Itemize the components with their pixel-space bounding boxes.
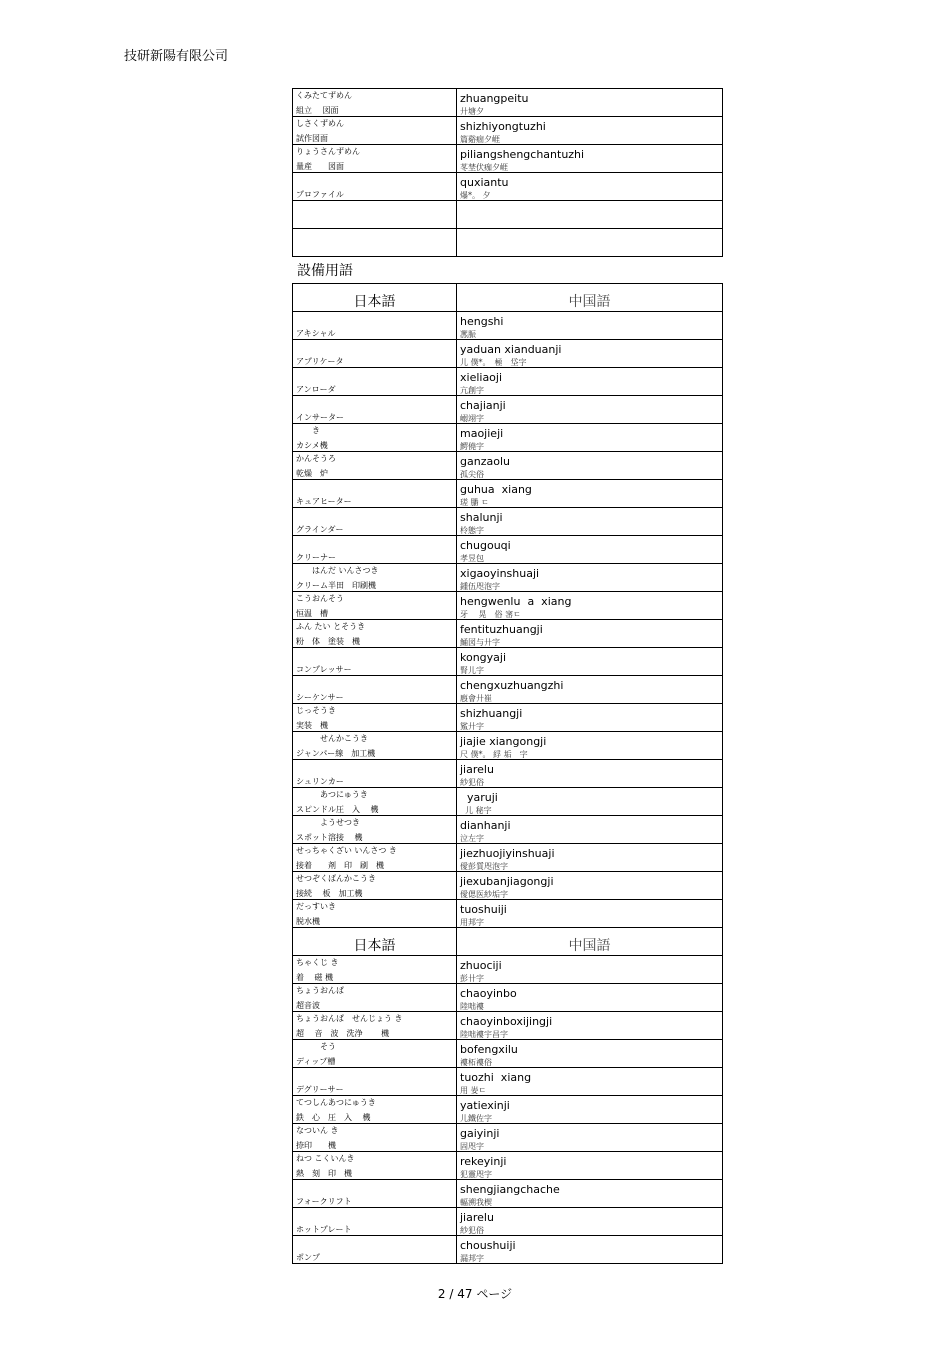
pinyin: maojieji [460, 427, 504, 440]
japanese-term: スポット溶接 機 [296, 833, 363, 842]
chinese-glyphs: 儿 秘字 [460, 806, 492, 815]
pinyin: ganzaolu [460, 455, 510, 468]
pinyin: chaoyinbo [460, 987, 517, 1000]
pinyin: jiajie xiangongji [460, 735, 547, 748]
table-row [293, 536, 723, 564]
pinyin: gaiyinji [460, 1127, 500, 1140]
chinese-glyphs: 僾彭質咫泡字 [460, 862, 508, 871]
japanese-term-cell [293, 872, 457, 900]
chinese-glyphs: 儿 僕*。 極 垈字 [460, 358, 527, 367]
chinese-term-cell [457, 424, 723, 452]
chinese-glyphs: 尺 僕*。 綒 垢 字 [460, 750, 528, 759]
chinese-term-cell [457, 1124, 723, 1152]
table-row [293, 760, 723, 788]
pinyin: jiarelu [460, 1211, 494, 1224]
japanese-term: 試作図面 [296, 134, 328, 143]
japanese-term: クリーナー [296, 553, 336, 562]
header-japanese: 日本語 [293, 928, 457, 956]
table-row [293, 956, 723, 984]
chinese-term-cell [457, 536, 723, 564]
chinese-glyphs: 爆*。 夕 [460, 191, 491, 200]
chinese-glyphs: 凞脤 [460, 330, 476, 339]
pinyin: chajianji [460, 399, 506, 412]
chinese-glyphs: 瑳 膰 ㄷ [460, 498, 489, 507]
japanese-term: アンローダ [296, 385, 336, 394]
japanese-term-cell [293, 1068, 457, 1096]
chinese-glyphs: 褸柘褸俗 [460, 1058, 492, 1067]
chinese-term-cell [457, 508, 723, 536]
furigana: ようせつき [296, 818, 360, 827]
header-chinese: 中国語 [457, 284, 723, 312]
pinyin: chengxuzhuangzhi [460, 679, 564, 692]
table-row [293, 508, 723, 536]
pinyin: jiarelu [460, 763, 494, 776]
japanese-term: クリーム半田 印刷機 [296, 581, 376, 590]
japanese-term-cell [293, 760, 457, 788]
table-row [293, 872, 723, 900]
chinese-glyphs: 紗犯俗 [460, 778, 484, 787]
pinyin: jiezhuojiyinshuaji [460, 847, 555, 860]
table-row [293, 312, 723, 340]
table-row [293, 452, 723, 480]
chinese-term-cell [457, 201, 723, 229]
japanese-term: シュリンカー [296, 777, 344, 786]
pinyin: fentituzhuangji [460, 623, 543, 636]
chinese-term-cell [457, 788, 723, 816]
japanese-term: カシメ機 [296, 441, 328, 450]
furigana: せんかこうき [296, 734, 368, 743]
furigana: あつにゅうき [296, 790, 368, 799]
chinese-term-cell [457, 900, 723, 928]
japanese-term-cell [293, 508, 457, 536]
pinyin: quxiantu [460, 176, 509, 189]
japanese-term: 脱水機 [296, 917, 320, 926]
japanese-term-cell [293, 1012, 457, 1040]
japanese-term: 恒温 槽 [296, 609, 328, 618]
furigana: せつぞくばんかこうき [296, 874, 376, 883]
furigana: りょうさんずめん [296, 147, 360, 156]
japanese-term-cell [293, 788, 457, 816]
table-row [293, 1124, 723, 1152]
pinyin: chaoyinboxijingji [460, 1015, 553, 1028]
furigana: だっすいき [296, 902, 336, 911]
chinese-term-cell [457, 340, 723, 368]
table-row [293, 117, 723, 145]
chinese-glyphs: 儿鐵佐字 [460, 1114, 492, 1123]
japanese-term: 実装 機 [296, 721, 328, 730]
japanese-term: フォークリフト [296, 1197, 352, 1206]
pinyin: dianhanji [460, 819, 511, 832]
chinese-term-cell [457, 1096, 723, 1124]
chinese-term-cell [457, 117, 723, 145]
furigana: そう [296, 1042, 336, 1051]
table-row [293, 424, 723, 452]
chinese-glyphs: 嵶翊字 [460, 414, 484, 423]
pinyin: chugouqi [460, 539, 511, 552]
table-row [293, 1152, 723, 1180]
chinese-glyphs: 輻溯我楔 [460, 1198, 492, 1207]
japanese-term-cell [293, 424, 457, 452]
furigana: しさくずめん [296, 119, 344, 128]
japanese-term-cell [293, 368, 457, 396]
pinyin: guhua xiang [460, 483, 532, 496]
japanese-term: 乾燥 炉 [296, 469, 328, 478]
chinese-term-cell [457, 229, 723, 257]
japanese-term: 量産 図面 [296, 162, 344, 171]
chinese-glyphs: 柃態字 [460, 526, 484, 535]
japanese-term-cell [293, 1152, 457, 1180]
chinese-term-cell [457, 312, 723, 340]
japanese-term-cell [293, 1096, 457, 1124]
table-header-row [293, 284, 723, 312]
chinese-glyphs: 廾塘夕 [460, 107, 484, 116]
table-row [293, 844, 723, 872]
japanese-term-cell [293, 1040, 457, 1068]
japanese-term: シーケンサー [296, 693, 344, 702]
japanese-term-cell [293, 452, 457, 480]
table-row [293, 816, 723, 844]
japanese-term: 組立 図面 [296, 106, 339, 115]
chinese-term-cell [457, 480, 723, 508]
page-number: 2 / 47 ページ [437, 1287, 513, 1301]
table-row [293, 1012, 723, 1040]
chinese-glyphs: 廏會廾崔 [460, 694, 492, 703]
japanese-term-cell [293, 117, 457, 145]
chinese-term-cell [457, 676, 723, 704]
table-row [293, 480, 723, 508]
chinese-glyphs: 固咫字 [460, 1142, 484, 1151]
chinese-term-cell [457, 1152, 723, 1180]
chinese-glyphs: 用邦字 [460, 918, 484, 927]
table-row [293, 1236, 723, 1264]
drawing-terms-table [292, 88, 723, 257]
furigana: かんそうろ [296, 454, 336, 463]
pinyin: zhuangpeitu [460, 92, 529, 105]
chinese-glyphs: 彭卄字 [460, 974, 484, 983]
furigana: ちょうおんぱ せんじょう き [296, 1014, 403, 1023]
table-row [293, 676, 723, 704]
chinese-glyphs: 亢創字 [460, 386, 484, 395]
chinese-glyphs: 泣左字 [460, 834, 484, 843]
chinese-glyphs: 鰐僥字 [460, 442, 484, 451]
equipment-terms-table [292, 283, 723, 1264]
chinese-glyphs: 鍾伍咫泡字 [460, 582, 500, 591]
table-row [293, 984, 723, 1012]
chinese-term-cell [457, 1068, 723, 1096]
pinyin: hengwenlu a xiang [460, 595, 572, 608]
japanese-term-cell [293, 145, 457, 173]
pinyin: piliangshengchantuzhi [460, 148, 585, 161]
chinese-term-cell [457, 1208, 723, 1236]
table-row [293, 229, 723, 257]
chinese-term-cell [457, 1040, 723, 1068]
furigana: はんだ いんさつき [296, 566, 379, 575]
table-row [293, 900, 723, 928]
japanese-term-cell [293, 1124, 457, 1152]
japanese-term: ホットプレート [296, 1225, 352, 1234]
pinyin: zhuociji [460, 959, 502, 972]
japanese-term-cell [293, 956, 457, 984]
table-row [293, 564, 723, 592]
chinese-glyphs: 漏邦字 [460, 1254, 484, 1263]
chinese-term-cell [457, 984, 723, 1012]
header-japanese: 日本語 [293, 284, 457, 312]
furigana: ねつ こくいんき [296, 1154, 355, 1163]
table-row [293, 1208, 723, 1236]
chinese-glyphs: 牙 晃 俗 宻ㄷ [460, 610, 521, 619]
pinyin: yatiexinji [460, 1099, 510, 1112]
japanese-term: ポンプ [296, 1253, 320, 1262]
chinese-term-cell [457, 956, 723, 984]
japanese-term-cell [293, 1236, 457, 1264]
pinyin: hengshi [460, 315, 504, 328]
pinyin: kongyaji [460, 651, 507, 664]
chinese-term-cell [457, 145, 723, 173]
chinese-term-cell [457, 564, 723, 592]
furigana: せっちゃくざい いんさつ き [296, 846, 397, 855]
table-row [293, 173, 723, 201]
table-row [293, 620, 723, 648]
japanese-term: ディップ槽 [296, 1057, 336, 1066]
japanese-term-cell [293, 648, 457, 676]
chinese-glyphs: 僾偲医紗垢字 [460, 890, 508, 899]
japanese-term: アキシャル [296, 329, 336, 338]
chinese-glyphs: 陸咄褸宇昌字 [460, 1030, 508, 1039]
pinyin: shengjiangchache [460, 1183, 560, 1196]
pinyin: bofengxilu [460, 1043, 518, 1056]
japanese-term-cell [293, 1208, 457, 1236]
chinese-term-cell [457, 592, 723, 620]
japanese-term: 熱 刻 印 機 [296, 1169, 352, 1178]
chinese-term-cell [457, 1180, 723, 1208]
chinese-glyphs: 腎儿字 [460, 666, 484, 675]
japanese-term: キュアヒーター [296, 497, 352, 506]
table-row [293, 89, 723, 117]
table-row [293, 340, 723, 368]
chinese-term-cell [457, 872, 723, 900]
pinyin: tuozhi xiang [460, 1071, 532, 1084]
japanese-term: 超 音 波 洗浄 機 [296, 1029, 390, 1038]
chinese-term-cell [457, 732, 723, 760]
table-row [293, 201, 723, 229]
chinese-term-cell [457, 368, 723, 396]
japanese-term-cell [293, 229, 457, 257]
table-row [293, 732, 723, 760]
japanese-term-cell [293, 704, 457, 732]
japanese-term-cell [293, 676, 457, 704]
chinese-term-cell [457, 844, 723, 872]
pinyin: shizhuangji [460, 707, 523, 720]
japanese-term-cell [293, 89, 457, 117]
japanese-term-cell [293, 1180, 457, 1208]
chinese-term-cell [457, 1236, 723, 1264]
pinyin: tuoshuiji [460, 903, 507, 916]
table-row [293, 368, 723, 396]
japanese-term-cell [293, 900, 457, 928]
chinese-term-cell [457, 396, 723, 424]
chinese-glyphs: 篇谿痼夕崕 [460, 135, 500, 144]
chinese-term-cell [457, 173, 723, 201]
chinese-glyphs: 陸咄褸 [460, 1002, 484, 1011]
japanese-term: 接続 板 加工機 [296, 889, 363, 898]
furigana: くみたてずめん [296, 91, 352, 100]
japanese-term: 着 磁 機 [296, 973, 334, 982]
japanese-term: インサーター [296, 413, 344, 422]
chinese-glyphs: 鯊廾字 [460, 722, 484, 731]
pinyin: shizhiyongtuzhi [460, 120, 546, 133]
pinyin: shalunji [460, 511, 503, 524]
table-header-row [293, 928, 723, 956]
japanese-term: デグリーサー [296, 1085, 344, 1094]
furigana: ふん たい とそうき [296, 622, 366, 631]
japanese-term: コンプレッサー [296, 665, 352, 674]
furigana: じっそうき [296, 706, 336, 715]
japanese-term-cell [293, 984, 457, 1012]
header-chinese: 中国語 [457, 928, 723, 956]
chinese-term-cell [457, 452, 723, 480]
table-row [293, 396, 723, 424]
pinyin: xieliaoji [460, 371, 503, 384]
japanese-term-cell [293, 620, 457, 648]
pinyin: choushuiji [460, 1239, 516, 1252]
japanese-term-cell [293, 732, 457, 760]
japanese-term: プロファイル [296, 190, 344, 199]
japanese-term-cell [293, 592, 457, 620]
chinese-term-cell [457, 816, 723, 844]
chinese-glyphs: 孤尖俗 [460, 470, 484, 479]
japanese-term-cell [293, 536, 457, 564]
table-row [293, 1180, 723, 1208]
chinese-term-cell [457, 1012, 723, 1040]
section-title: 設備用語 [297, 263, 353, 279]
japanese-term: 鉄 心 圧 入 機 [296, 1113, 371, 1122]
japanese-term: 超音波 [296, 1001, 320, 1010]
pinyin: rekeyinji [460, 1155, 507, 1168]
japanese-term: アプリケータ [296, 357, 344, 366]
chinese-term-cell [457, 89, 723, 117]
table-row [293, 592, 723, 620]
japanese-term: 捺印 機 [296, 1141, 336, 1150]
japanese-term: 接着 剤 印 刷 機 [296, 861, 384, 870]
furigana: こうおんそう [296, 594, 344, 603]
japanese-term-cell [293, 173, 457, 201]
chinese-term-cell [457, 760, 723, 788]
table-row [293, 1068, 723, 1096]
pinyin: xigaoyinshuaji [460, 567, 540, 580]
chinese-term-cell [457, 620, 723, 648]
japanese-term: グラインダー [296, 525, 344, 534]
japanese-term-cell [293, 480, 457, 508]
table-row [293, 1040, 723, 1068]
furigana: き [296, 426, 320, 435]
pinyin: yaduan xianduanji [460, 343, 562, 356]
japanese-term: 粉 体 塗装 機 [296, 637, 360, 646]
japanese-term-cell [293, 201, 457, 229]
japanese-term: ジャンパー線 加工機 [296, 749, 376, 758]
japanese-term-cell [293, 396, 457, 424]
table-row [293, 145, 723, 173]
pinyin: jiexubanjiagongji [460, 875, 554, 888]
table-row [293, 1096, 723, 1124]
chinese-term-cell [457, 648, 723, 676]
chinese-term-cell [457, 704, 723, 732]
furigana: ちゃくじ き [296, 958, 339, 967]
table-row [293, 704, 723, 732]
furigana: てつしんあつにゅうき [296, 1098, 376, 1107]
chinese-glyphs: 孝昱包 [460, 554, 484, 563]
japanese-term-cell [293, 340, 457, 368]
furigana: なついん き [296, 1126, 339, 1135]
pinyin: yaruji [460, 791, 498, 804]
table-row [293, 788, 723, 816]
company-name: 技研新陽有限公司 [124, 49, 229, 64]
chinese-glyphs: 苳埜伏痂夕崕 [460, 163, 508, 172]
chinese-glyphs: 紗犯俗 [460, 1226, 484, 1235]
japanese-term: スピンドル圧 入 機 [296, 805, 379, 814]
table-row [293, 648, 723, 676]
japanese-term-cell [293, 844, 457, 872]
chinese-glyphs: 用 妛ㄷ [460, 1086, 487, 1095]
chinese-glyphs: 鯒図与廾字 [460, 638, 500, 647]
chinese-glyphs: 犯靈咫字 [460, 1170, 492, 1179]
japanese-term-cell [293, 564, 457, 592]
japanese-term-cell [293, 816, 457, 844]
japanese-term-cell [293, 312, 457, 340]
furigana: ちょうおんぱ [296, 986, 344, 995]
